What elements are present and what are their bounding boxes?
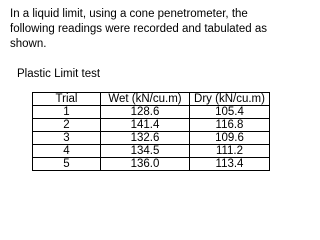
- cell-wet: 141.4: [101, 119, 190, 132]
- cell-dry: 116.8: [190, 119, 270, 132]
- cell-wet: 132.6: [101, 132, 190, 145]
- problem-statement-line-3: shown.: [10, 38, 47, 50]
- cell-wet: 136.0: [101, 158, 190, 171]
- header-wet: Wet (kN/cu.m): [101, 93, 190, 106]
- header-trial: Trial: [33, 93, 101, 106]
- table-header-row: [33, 93, 270, 106]
- problem-statement: [10, 7, 294, 52]
- cell-trial: 3: [33, 132, 101, 145]
- cell-wet: 128.6: [101, 106, 190, 119]
- cell-wet: 134.5: [101, 145, 190, 158]
- cell-dry: 109.6: [190, 132, 270, 145]
- table-body: [33, 106, 270, 171]
- cell-trial: 5: [33, 158, 101, 171]
- table-row: [33, 158, 270, 171]
- cell-dry: 105.4: [190, 106, 270, 119]
- table-header: [33, 93, 270, 106]
- header-dry: Dry (kN/cu.m): [190, 93, 270, 106]
- table-row: [33, 119, 270, 132]
- table-row: [33, 145, 270, 158]
- cell-trial: 2: [33, 119, 101, 132]
- table-row: [33, 106, 270, 119]
- table-row: [33, 132, 270, 145]
- problem-statement-line-1: In a liquid limit, using a cone penetrometer, the: [10, 8, 248, 20]
- cell-dry: 113.4: [190, 158, 270, 171]
- problem-statement-line-2: following readings were recorded and tabulated as: [10, 23, 267, 35]
- cell-trial: 4: [33, 145, 101, 158]
- cell-dry: 111.2: [190, 145, 270, 158]
- readings-table: [32, 92, 270, 171]
- cell-trial: 1: [33, 106, 101, 119]
- section-title: Plastic Limit test: [17, 68, 101, 80]
